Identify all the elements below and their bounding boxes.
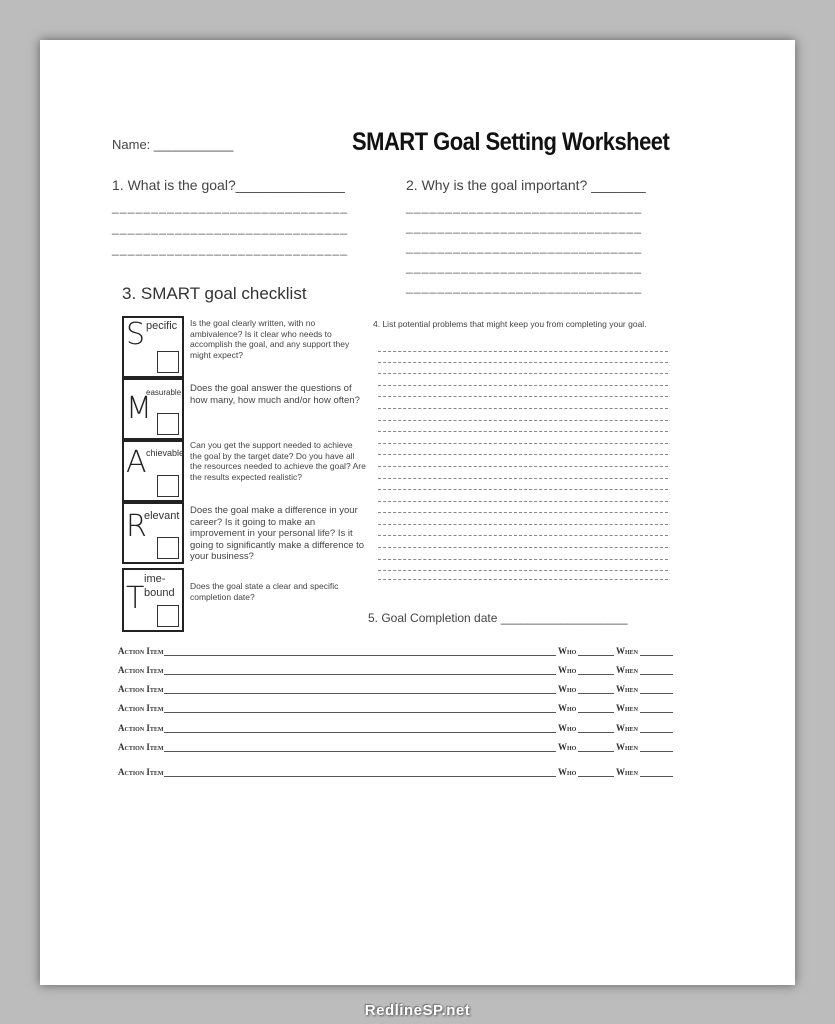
when-label: When — [616, 646, 639, 656]
smart-description-r: Does the goal make a difference in your career? Is it going to make an improvement in your personal life? Is it going to significantly make a difference to your business? — [190, 505, 365, 562]
problem-line[interactable] — [378, 579, 668, 580]
problem-line[interactable] — [378, 570, 668, 571]
when-field[interactable] — [640, 693, 673, 694]
problem-line[interactable] — [378, 396, 668, 397]
smart-letter: T — [126, 581, 145, 616]
problem-line[interactable] — [378, 373, 668, 374]
name-field-label: Name: ___________ — [112, 137, 234, 152]
who-field[interactable] — [578, 751, 614, 752]
smart-word-rest: chievable — [146, 448, 185, 458]
checkbox[interactable] — [157, 475, 179, 497]
problem-line[interactable] — [378, 501, 668, 502]
when-field[interactable] — [640, 674, 673, 675]
who-label: Who — [558, 646, 577, 656]
action-item-row — [118, 723, 673, 737]
question-2-label: 2. Why is the goal important? _______ — [406, 177, 646, 193]
question-1-label: 1. What is the goal?______________ — [112, 177, 345, 193]
smart-letter: S — [126, 317, 146, 352]
smart-letter-box-s — [122, 316, 184, 378]
action-item-field[interactable] — [164, 693, 556, 694]
when-label: When — [616, 742, 639, 752]
who-field[interactable] — [578, 655, 614, 656]
when-field[interactable] — [640, 655, 673, 656]
who-field[interactable] — [578, 712, 614, 713]
action-item-row — [118, 767, 673, 781]
smart-description-m: Does the goal answer the questions of how many, how much and/or how often? — [190, 383, 360, 406]
problem-line[interactable] — [378, 454, 668, 455]
problem-line[interactable] — [378, 535, 668, 536]
problems-label: 4. List potential problems that might keep you from completing your goal. — [373, 319, 647, 329]
question-2-line: ______________________________ — [406, 260, 643, 274]
action-item-field[interactable] — [164, 655, 556, 656]
action-item-label: Action Item — [118, 665, 164, 675]
action-item-field[interactable] — [164, 776, 556, 777]
checkbox[interactable] — [157, 413, 179, 435]
problem-line[interactable] — [378, 420, 668, 421]
smart-word-rest: pecific — [146, 320, 178, 332]
question-1-line: ______________________________ — [112, 200, 349, 214]
when-field[interactable] — [640, 751, 673, 752]
problem-line[interactable] — [378, 362, 668, 363]
action-item-row — [118, 703, 673, 717]
smart-letter: R — [126, 509, 147, 544]
checklist-title: 3. SMART goal checklist — [122, 284, 307, 303]
action-item-row — [118, 665, 673, 679]
who-label: Who — [558, 684, 577, 694]
who-label: Who — [558, 723, 577, 733]
question-2-line: ______________________________ — [406, 240, 643, 254]
smart-description-s: Is the goal clearly written, with no ambivalence? Is it clear who needs to accomplish the goal, and any support they might expect? — [190, 318, 350, 360]
watermark: RedlineSP.net — [364, 1002, 471, 1019]
problem-line[interactable] — [378, 524, 668, 525]
who-field[interactable] — [578, 776, 614, 777]
who-field[interactable] — [578, 732, 614, 733]
checkbox[interactable] — [157, 537, 179, 559]
smart-description-a: Can you get the support needed to achieve the goal by the target date? Do you have all the resources needed to achieve the goal? Are the results expected realistic? — [190, 440, 366, 482]
action-item-field[interactable] — [164, 712, 556, 713]
checkbox[interactable] — [157, 351, 179, 373]
smart-letter: A — [126, 445, 147, 480]
action-item-label: Action Item — [118, 684, 164, 694]
question-2-line: ______________________________ — [406, 280, 643, 294]
problem-line[interactable] — [378, 547, 668, 548]
smart-letter-box-t — [122, 568, 184, 632]
smart-word-rest: elevant — [144, 510, 180, 522]
question-1-line: ______________________________ — [112, 221, 349, 235]
when-field[interactable] — [640, 712, 673, 713]
action-item-row — [118, 684, 673, 698]
when-label: When — [616, 684, 639, 694]
problem-line[interactable] — [378, 385, 668, 386]
problem-line[interactable] — [378, 559, 668, 560]
question-1-line: ______________________________ — [112, 242, 349, 256]
completion-date-label: 5. Goal Completion date ___________________ — [368, 611, 628, 625]
action-item-field[interactable] — [164, 732, 556, 733]
when-label: When — [616, 665, 639, 675]
action-item-row — [118, 646, 673, 660]
smart-letter-box-m — [122, 378, 184, 440]
smart-letter-box-a — [122, 440, 184, 502]
who-field[interactable] — [578, 674, 614, 675]
when-field[interactable] — [640, 732, 673, 733]
smart-word-rest: easurable — [146, 388, 182, 397]
action-item-field[interactable] — [164, 751, 556, 752]
page-title: SMART Goal Setting Worksheet — [352, 128, 670, 156]
problem-line[interactable] — [378, 478, 668, 479]
smart-description-t: Does the goal state a clear and specific completion date? — [190, 581, 339, 602]
smart-word-rest: ime- bound — [144, 573, 175, 599]
problem-line[interactable] — [378, 466, 668, 467]
smart-letter-box-r — [122, 502, 184, 564]
question-2-line: ______________________________ — [406, 200, 643, 214]
question-2-line: ______________________________ — [406, 220, 643, 234]
action-item-label: Action Item — [118, 742, 164, 752]
checkbox[interactable] — [157, 605, 179, 627]
problem-line[interactable] — [378, 443, 668, 444]
who-label: Who — [558, 767, 577, 777]
problem-line[interactable] — [378, 512, 668, 513]
action-item-field[interactable] — [164, 674, 556, 675]
action-item-row — [118, 742, 673, 756]
problem-line[interactable] — [378, 489, 668, 490]
when-label: When — [616, 703, 639, 713]
action-item-label: Action Item — [118, 767, 164, 777]
problem-line[interactable] — [378, 408, 668, 409]
when-field[interactable] — [640, 776, 673, 777]
who-field[interactable] — [578, 693, 614, 694]
problem-line[interactable] — [378, 431, 668, 432]
action-item-label: Action Item — [118, 723, 164, 733]
when-label: When — [616, 723, 639, 733]
action-item-label: Action Item — [118, 646, 164, 656]
who-label: Who — [558, 703, 577, 713]
action-item-label: Action Item — [118, 703, 164, 713]
who-label: Who — [558, 665, 577, 675]
worksheet-page — [40, 40, 795, 985]
who-label: Who — [558, 742, 577, 752]
problem-line[interactable] — [378, 351, 668, 352]
smart-letter: M — [126, 391, 152, 426]
when-label: When — [616, 767, 639, 777]
